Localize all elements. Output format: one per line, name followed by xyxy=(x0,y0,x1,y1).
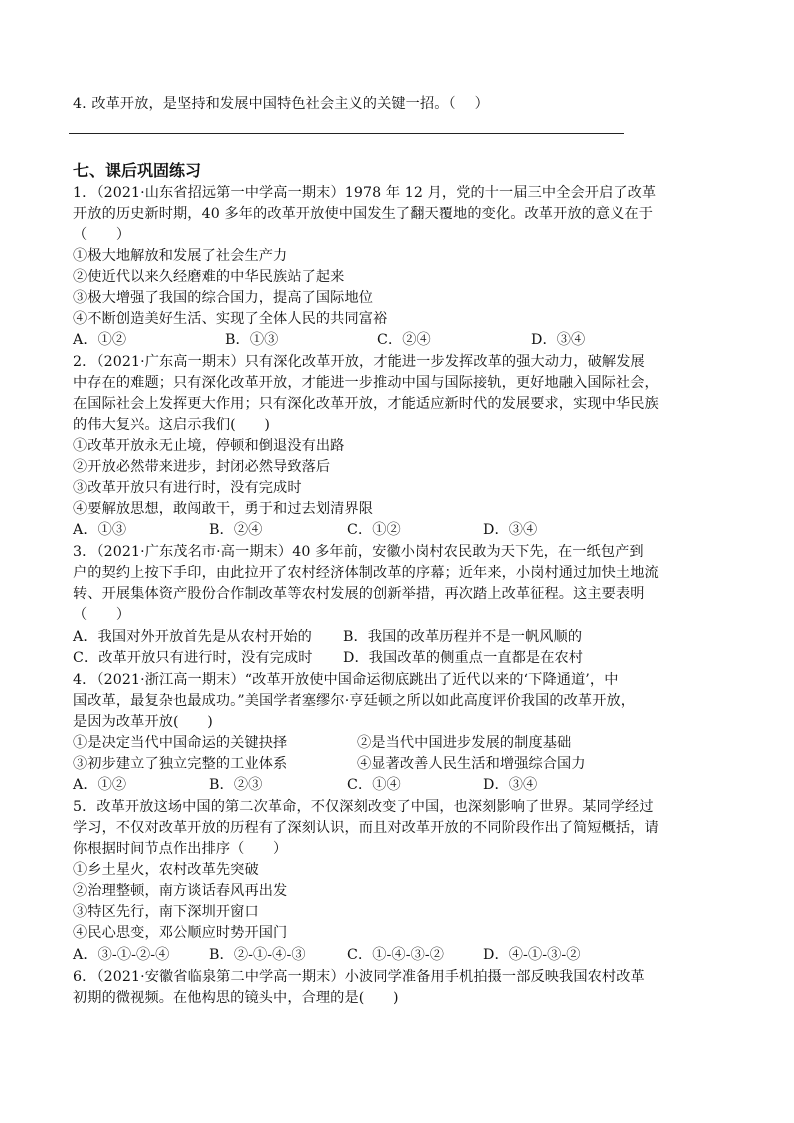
q4-options-row1 xyxy=(73,733,723,753)
q5-option: ①乡土星火，农村改革先突破 xyxy=(73,862,259,878)
q3-choices-row1 xyxy=(73,627,723,647)
q2-stem-line: 中存在的难题；只有深化改革开放，才能进一步推动中国与国际接轨，更好地融入国际社会， xyxy=(73,375,659,391)
q1-option: ②使近代以来久经磨难的中华民族站了起来 xyxy=(73,269,345,285)
q3-choices-row2 xyxy=(73,648,723,668)
q2-choices xyxy=(73,520,723,540)
q4-choices xyxy=(73,775,723,795)
choice-d: D．④-①-③-② xyxy=(483,947,581,963)
choice-a: A．我国对外开放首先是从农村开始的 xyxy=(73,629,312,645)
q1-stem-line: 开放的历史新时期，40 多年的改革开放使中国发生了翻天覆地的变化。改革开放的意义在于 xyxy=(73,206,654,222)
choice-c: C．改革开放只有进行时，没有完成时 xyxy=(73,650,313,666)
choice-d: D．我国改革的侧重点一直都是在农村 xyxy=(343,650,584,666)
q5-choices xyxy=(73,945,723,965)
q4-stem-line: 国改革，最复杂也最成功。”美国学者塞缪尔·亨廷顿之所以如此高度评价我国的改革开放， xyxy=(73,693,636,709)
q2-stem-line: 在国际社会上发挥更大作用；只有深化改革开放，才能适应新时代的发展要求，实现中华民族 xyxy=(73,396,659,412)
choice-b: B．②③ xyxy=(209,777,263,793)
choice-a: A．①③ xyxy=(73,522,127,538)
q6-stem-line: 6．（2021·安徽省临泉第二中学高一期末）小波同学准备用手机拍摄一部反映我国农村改革 xyxy=(73,969,645,985)
section-title: 七、课后巩固练习 xyxy=(73,161,202,180)
q5-stem-line: 5．改革开放这场中国的第二次革命，不仅深刻改变了中国，也深刻影响了世界。某同学经过 xyxy=(73,799,654,815)
choice-b: B．我国的改革历程并不是一帆风顺的 xyxy=(343,629,583,645)
choice-c: C．①-④-③-② xyxy=(347,947,445,963)
q6-stem-line: 初期的微视频。在他构思的镜头中，合理的是( ) xyxy=(73,990,399,1006)
q3-stem-line: 户的契约上按下手印，由此拉开了农村经济体制改革的序幕；近年来，小岗村通过加快土地流 xyxy=(73,565,659,581)
choice-b: B．②-①-④-③ xyxy=(209,947,306,963)
choice-b: B．②④ xyxy=(209,522,263,538)
q4-stem-line: 4．（2021·浙江高一期末）“改革开放使中国命运彻底跳出了近代以来的‘下降通道’，中 xyxy=(73,672,619,688)
q3-stem-line: （ ） xyxy=(73,607,131,623)
q4-option: ④显著改善人民生活和增强综合国力 xyxy=(357,756,586,772)
q4-options-row2 xyxy=(73,754,723,774)
q2-option: ④要解放思想，敢闯敢干，勇于和过去划清界限 xyxy=(73,501,374,517)
choice-b: B．①③ xyxy=(225,332,279,348)
choice-c: C．②④ xyxy=(377,332,431,348)
q4-option: ②是当代中国进步发展的制度基础 xyxy=(357,735,572,751)
choice-c: C．①④ xyxy=(347,777,401,793)
q5-stem-line: 你根据时间节点作出排序（ ） xyxy=(73,841,288,857)
answer-line xyxy=(69,133,624,134)
q1-choices xyxy=(73,330,723,350)
q5-stem-line: 学习，不仅对改革开放的历程有了深刻认识，而且对改革开放的不同阶段作出了简短概括，请 xyxy=(73,820,659,836)
q5-option: ③特区先行，南下深圳开窗口 xyxy=(73,904,259,920)
q1-option: ③极大增强了我国的综合国力，提高了国际地位 xyxy=(73,290,374,306)
choice-d: D．③④ xyxy=(531,332,586,348)
previous-question: 4. 改革开放，是坚持和发展中国特色社会主义的关键一招。（ ） xyxy=(73,96,489,112)
q1-stem-line: （ ） xyxy=(73,227,131,243)
q2-option: ②开放必然带来进步，封闭必然导致落后 xyxy=(73,459,331,475)
choice-a: A．③-①-②-④ xyxy=(73,947,170,963)
choice-c: C．①② xyxy=(347,522,401,538)
q2-option: ①改革开放永无止境，停顿和倒退没有出路 xyxy=(73,438,345,454)
q1-option: ①极大地解放和发展了社会生产力 xyxy=(73,248,288,264)
q5-option: ②治理整顿，南方谈话春风再出发 xyxy=(73,883,288,899)
q4-stem-line: 是因为改革开放( ) xyxy=(73,714,213,730)
choice-a: A．①② xyxy=(73,332,127,348)
choice-d: D．③④ xyxy=(483,522,538,538)
q3-stem-line: 3．（2021·广东茂名市·高一期末）40 多年前，安徽小岗村农民敢为天下先，在一纸包产到 xyxy=(73,544,644,560)
choice-d: D．③④ xyxy=(483,777,538,793)
q3-stem-line: 转、开展集体资产股份合作制改革等农村发展的创新举措，再次踏上改革征程。这主要表明 xyxy=(73,586,645,602)
q5-option: ④民心思变，邓公顺应时势开国门 xyxy=(73,925,288,941)
q1-option: ④不断创造美好生活、实现了全体人民的共同富裕 xyxy=(73,311,388,327)
choice-a: A．①② xyxy=(73,777,127,793)
q2-option: ③改革开放只有进行时，没有完成时 xyxy=(73,480,302,496)
q2-stem-line: 2．（2021·广东高一期末）只有深化改革开放，才能进一步发挥改革的强大动力，破解发展 xyxy=(73,354,645,370)
q2-stem-line: 的伟大复兴。这启示我们( ) xyxy=(73,417,271,433)
q4-option: ③初步建立了独立完整的工业体系 xyxy=(73,756,288,772)
q1-stem-line: 1．（2021·山东省招远第一中学高一期末）1978 年 12 月，党的十一届三中全会开启了改革 xyxy=(73,185,657,201)
q4-option: ①是决定当代中国命运的关键抉择 xyxy=(73,735,288,751)
